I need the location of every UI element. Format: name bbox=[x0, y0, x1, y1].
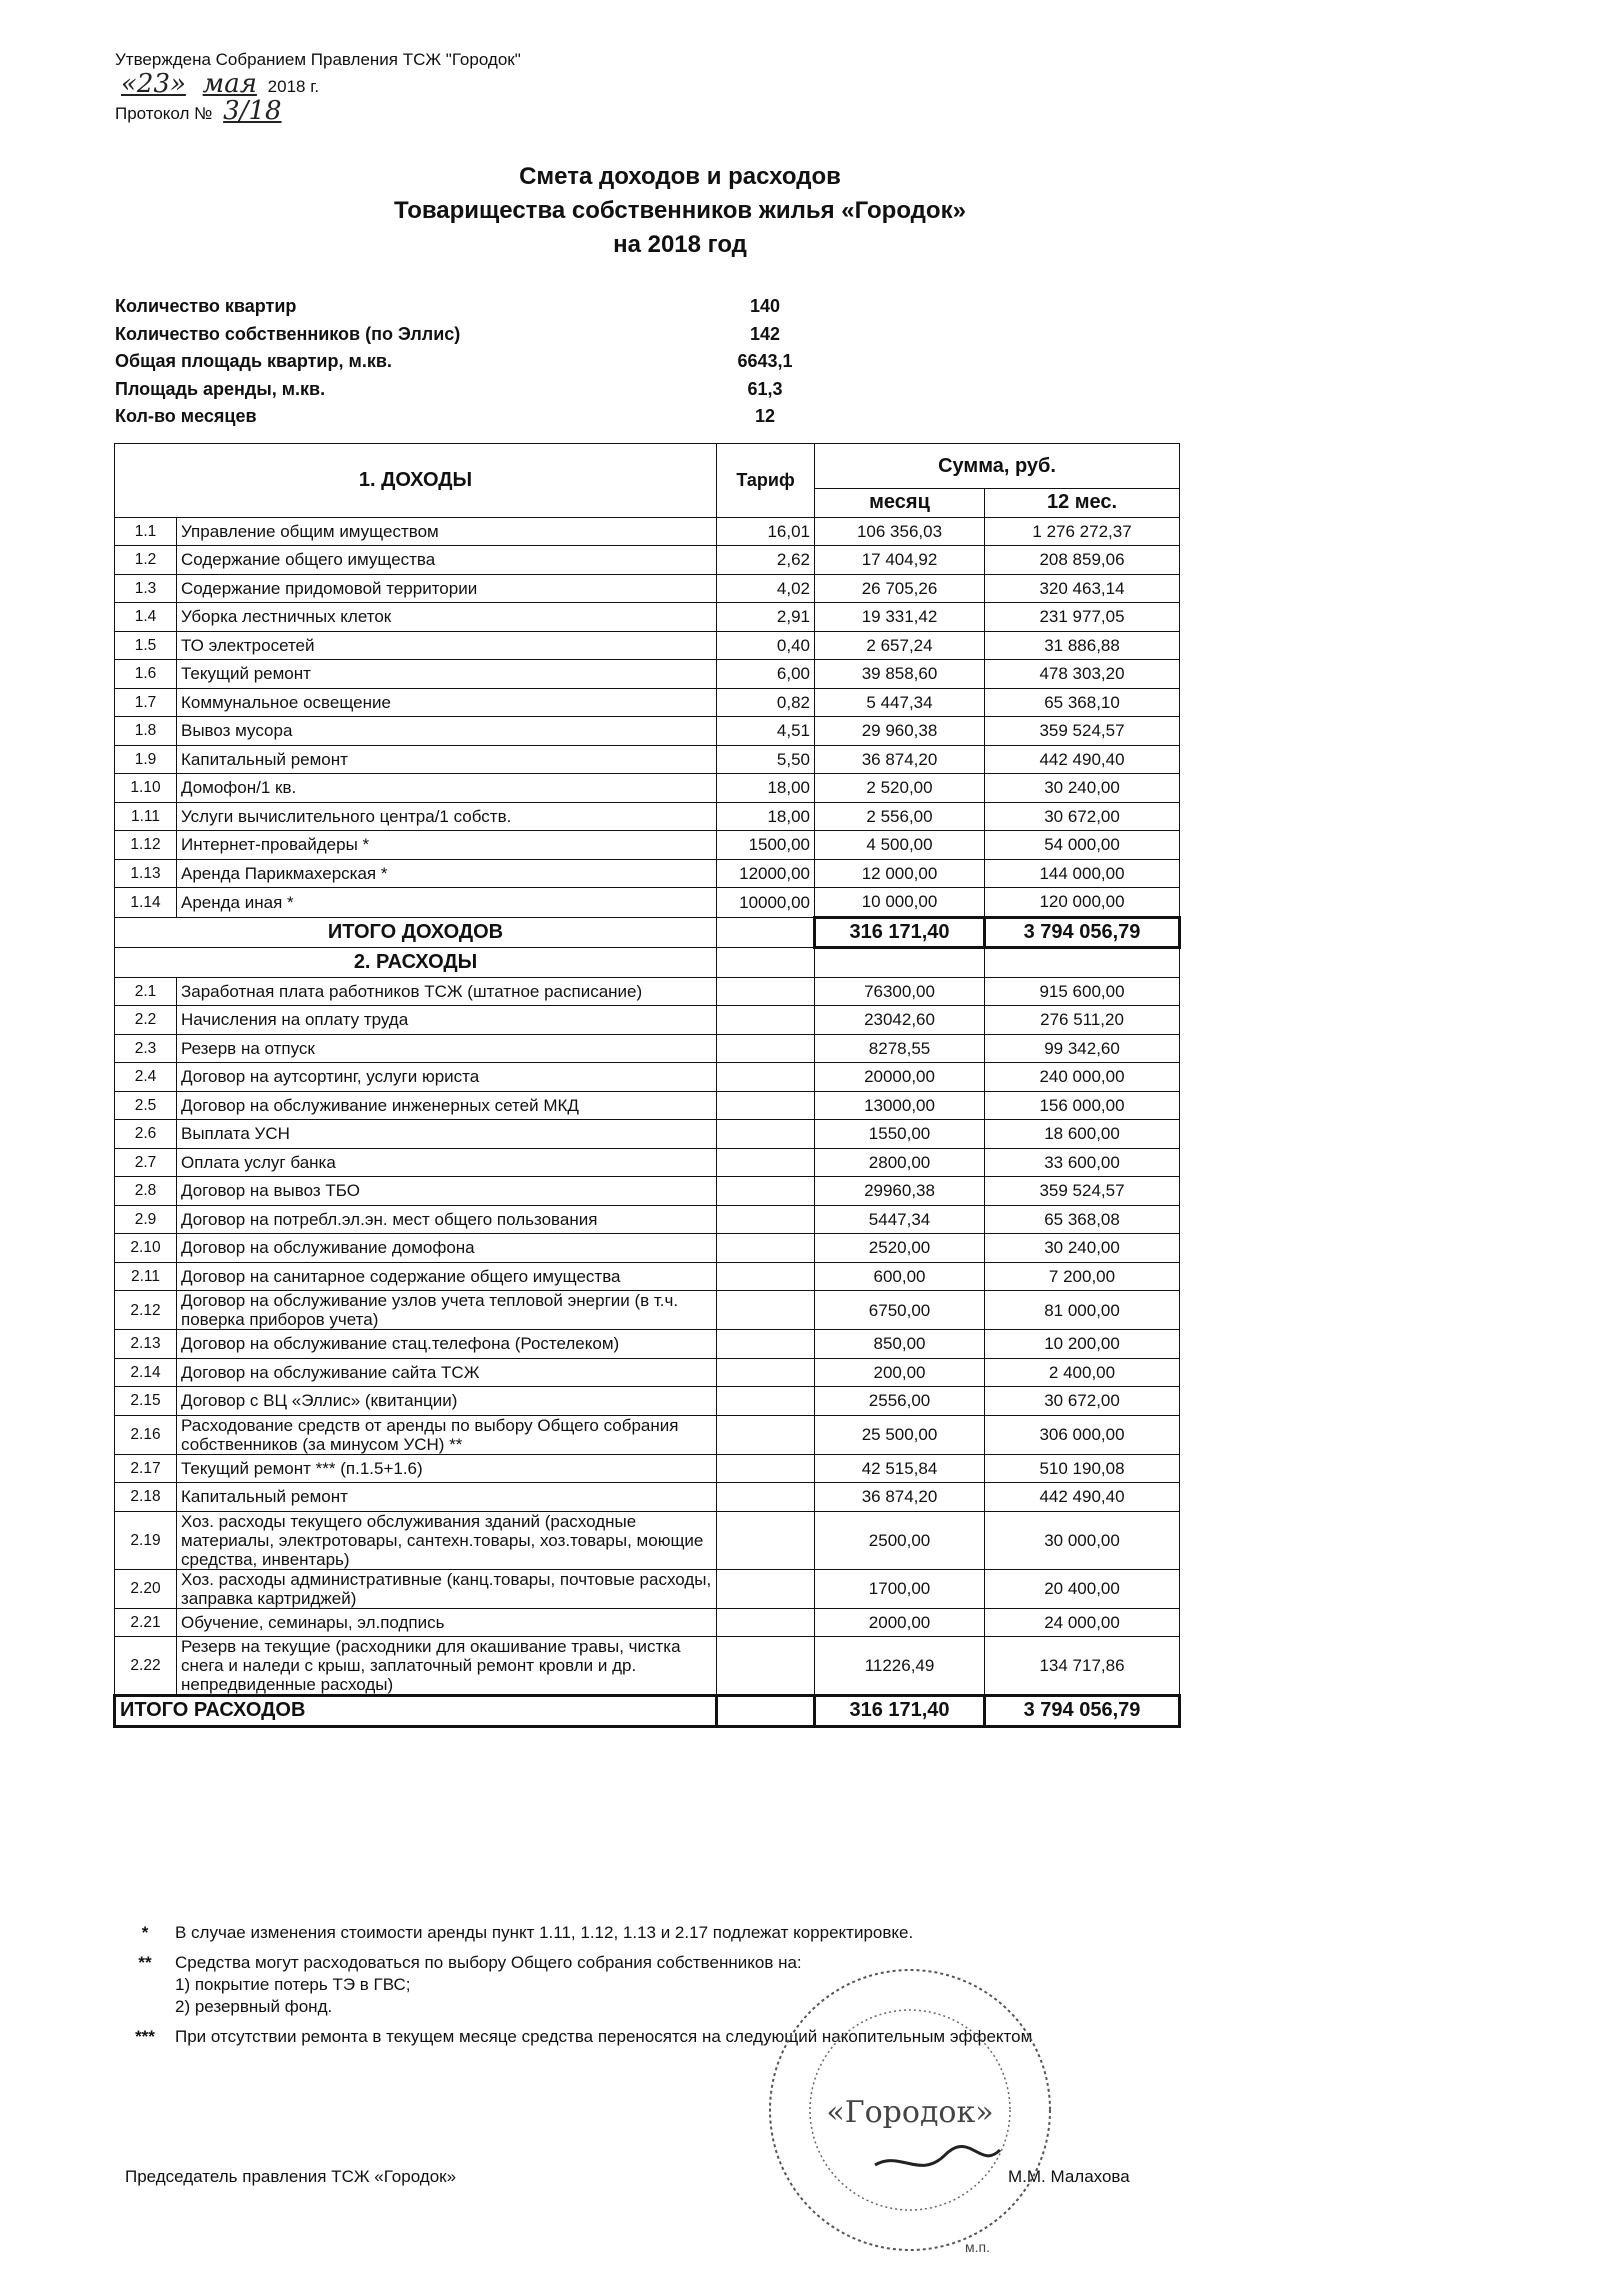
row-month: 1700,00 bbox=[815, 1569, 985, 1608]
row-year: 30 240,00 bbox=[985, 1234, 1180, 1263]
row-month: 2500,00 bbox=[815, 1511, 985, 1569]
row-month: 10 000,00 bbox=[815, 888, 985, 918]
income-row bbox=[115, 888, 1180, 918]
row-tariff: 2,62 bbox=[717, 546, 815, 575]
row-tariff bbox=[717, 1091, 815, 1120]
income-row bbox=[115, 574, 1180, 603]
row-number: 2.1 bbox=[115, 977, 177, 1006]
footnote bbox=[125, 1922, 1032, 1944]
row-number: 2.15 bbox=[115, 1387, 177, 1416]
row-name: Аренда Парикмахерская * bbox=[177, 859, 717, 888]
row-number: 2.11 bbox=[115, 1262, 177, 1291]
row-tariff: 4,02 bbox=[717, 574, 815, 603]
row-tariff bbox=[717, 1205, 815, 1234]
expense-row bbox=[115, 1120, 1180, 1149]
row-month: 25 500,00 bbox=[815, 1415, 985, 1454]
row-name: Содержание общего имущества bbox=[177, 546, 717, 575]
row-tariff bbox=[717, 1511, 815, 1569]
expense-header-row bbox=[115, 948, 1180, 978]
expense-row bbox=[115, 1262, 1180, 1291]
info-row bbox=[115, 324, 815, 352]
signature-name: М.М. Малахова bbox=[1008, 2167, 1130, 2186]
income-header: 1. ДОХОДЫ bbox=[115, 444, 717, 518]
row-month: 5 447,34 bbox=[815, 688, 985, 717]
row-year: 510 190,08 bbox=[985, 1454, 1180, 1483]
row-number: 2.12 bbox=[115, 1291, 177, 1330]
row-tariff bbox=[717, 1454, 815, 1483]
income-row bbox=[115, 517, 1180, 546]
stamp-seal bbox=[760, 1960, 1060, 2260]
row-number: 2.3 bbox=[115, 1034, 177, 1063]
row-month: 2520,00 bbox=[815, 1234, 985, 1263]
mp-label: м.п. bbox=[965, 2239, 990, 2255]
row-name: Договор на обслуживание узлов учета тепловой энергии (в т.ч. поверка приборов учета) bbox=[177, 1291, 717, 1330]
info-row bbox=[115, 406, 815, 434]
row-tariff: 0,82 bbox=[717, 688, 815, 717]
row-tariff bbox=[717, 1330, 815, 1359]
expense-row bbox=[115, 1234, 1180, 1263]
tariff-header: Тариф bbox=[717, 444, 815, 518]
row-tariff: 2,91 bbox=[717, 603, 815, 632]
info-value: 61,3 bbox=[747, 378, 783, 399]
footnote-mark: *** bbox=[135, 2027, 155, 2046]
row-number: 1.13 bbox=[115, 859, 177, 888]
stamp-text: «Городок» bbox=[826, 2095, 994, 2130]
row-name: Содержание придомовой территории bbox=[177, 574, 717, 603]
row-month: 13000,00 bbox=[815, 1091, 985, 1120]
row-name: Аренда иная * bbox=[177, 888, 717, 918]
expense-row bbox=[115, 1034, 1180, 1063]
row-name: Заработная плата работников ТСЖ (штатное расписание) bbox=[177, 977, 717, 1006]
row-year: 18 600,00 bbox=[985, 1120, 1180, 1149]
row-name: Обучение, семинары, эл.подпись bbox=[177, 1608, 717, 1637]
row-number: 2.8 bbox=[115, 1177, 177, 1206]
row-name: Коммунальное освещение bbox=[177, 688, 717, 717]
row-tariff: 18,00 bbox=[717, 774, 815, 803]
row-tariff bbox=[717, 1387, 815, 1416]
footnote-subitem: 1) покрытие потерь ТЭ в ГВС; bbox=[175, 1975, 411, 1994]
row-name: Домофон/1 кв. bbox=[177, 774, 717, 803]
row-year: 231 977,05 bbox=[985, 603, 1180, 632]
protocol-line bbox=[115, 96, 521, 126]
info-row bbox=[115, 379, 815, 407]
income-row bbox=[115, 603, 1180, 632]
income-row bbox=[115, 831, 1180, 860]
expense-row bbox=[115, 1148, 1180, 1177]
row-month: 39 858,60 bbox=[815, 660, 985, 689]
row-year: 144 000,00 bbox=[985, 859, 1180, 888]
row-year: 33 600,00 bbox=[985, 1148, 1180, 1177]
row-name: Расходование средств от аренды по выбору Общего собрания собственников (за минусом УСН) ** bbox=[177, 1415, 717, 1454]
income-row bbox=[115, 688, 1180, 717]
row-year: 30 672,00 bbox=[985, 802, 1180, 831]
row-year: 359 524,57 bbox=[985, 717, 1180, 746]
income-row bbox=[115, 660, 1180, 689]
row-name: Интернет-провайдеры * bbox=[177, 831, 717, 860]
expense-row bbox=[115, 1415, 1180, 1454]
row-year: 156 000,00 bbox=[985, 1091, 1180, 1120]
row-tariff bbox=[717, 1608, 815, 1637]
income-total-label: ИТОГО ДОХОДОВ bbox=[115, 917, 717, 948]
income-row bbox=[115, 631, 1180, 660]
row-year: 30 672,00 bbox=[985, 1387, 1180, 1416]
info-block bbox=[115, 296, 815, 434]
handwritten-day: «23» bbox=[121, 69, 186, 99]
expense-row bbox=[115, 1330, 1180, 1359]
row-tariff: 18,00 bbox=[717, 802, 815, 831]
row-tariff: 10000,00 bbox=[717, 888, 815, 918]
row-number: 1.6 bbox=[115, 660, 177, 689]
row-name: Уборка лестничных клеток bbox=[177, 603, 717, 632]
row-number: 1.9 bbox=[115, 745, 177, 774]
info-label: Общая площадь квартир, м.кв. bbox=[115, 351, 392, 372]
row-year: 65 368,10 bbox=[985, 688, 1180, 717]
income-row bbox=[115, 546, 1180, 575]
row-number: 2.9 bbox=[115, 1205, 177, 1234]
row-year: 1 276 272,37 bbox=[985, 517, 1180, 546]
row-tariff bbox=[717, 1120, 815, 1149]
approval-year: 2018 г. bbox=[267, 77, 320, 96]
expense-row bbox=[115, 977, 1180, 1006]
row-month: 29 960,38 bbox=[815, 717, 985, 746]
row-tariff bbox=[717, 1063, 815, 1092]
expense-row bbox=[115, 1637, 1180, 1696]
info-row bbox=[115, 296, 815, 324]
row-number: 1.5 bbox=[115, 631, 177, 660]
row-number: 1.14 bbox=[115, 888, 177, 918]
income-row bbox=[115, 774, 1180, 803]
month-header: месяц bbox=[815, 489, 985, 518]
row-year: 30 000,00 bbox=[985, 1511, 1180, 1569]
signature-role: Председатель правления ТСЖ «Городок» bbox=[125, 2167, 457, 2186]
row-tariff bbox=[717, 1148, 815, 1177]
row-tariff: 12000,00 bbox=[717, 859, 815, 888]
handwritten-month: мая bbox=[202, 69, 257, 99]
row-tariff bbox=[717, 1358, 815, 1387]
info-label: Количество квартир bbox=[115, 296, 297, 316]
row-number: 1.10 bbox=[115, 774, 177, 803]
row-month: 106 356,03 bbox=[815, 517, 985, 546]
row-name: Вывоз мусора bbox=[177, 717, 717, 746]
row-month: 36 874,20 bbox=[815, 745, 985, 774]
title-line-3: на 2018 год bbox=[613, 231, 747, 258]
row-year: 120 000,00 bbox=[985, 888, 1180, 918]
info-label: Площадь аренды, м.кв. bbox=[115, 378, 326, 399]
row-name: Договор на обслуживание стац.телефона (Ростелеком) bbox=[177, 1330, 717, 1359]
footnote-subitem: 2) резервный фонд. bbox=[175, 1997, 333, 2016]
row-year: 54 000,00 bbox=[985, 831, 1180, 860]
row-year: 276 511,20 bbox=[985, 1006, 1180, 1035]
row-year: 2 400,00 bbox=[985, 1358, 1180, 1387]
expense-total-month: 316 171,40 bbox=[815, 1696, 985, 1727]
row-number: 1.8 bbox=[115, 717, 177, 746]
row-year: 320 463,14 bbox=[985, 574, 1180, 603]
row-number: 1.3 bbox=[115, 574, 177, 603]
row-month: 19 331,42 bbox=[815, 603, 985, 632]
row-name: Текущий ремонт *** (п.1.5+1.6) bbox=[177, 1454, 717, 1483]
row-year: 31 886,88 bbox=[985, 631, 1180, 660]
row-tariff bbox=[717, 1234, 815, 1263]
row-number: 2.14 bbox=[115, 1358, 177, 1387]
row-month: 5447,34 bbox=[815, 1205, 985, 1234]
row-year: 306 000,00 bbox=[985, 1415, 1180, 1454]
row-number: 2.22 bbox=[115, 1637, 177, 1696]
row-year: 30 240,00 bbox=[985, 774, 1180, 803]
row-name: Управление общим имуществом bbox=[177, 517, 717, 546]
row-tariff bbox=[717, 1262, 815, 1291]
footnote-mark: * bbox=[141, 1923, 149, 1942]
row-month: 20000,00 bbox=[815, 1063, 985, 1092]
row-number: 1.2 bbox=[115, 546, 177, 575]
row-number: 1.12 bbox=[115, 831, 177, 860]
row-tariff bbox=[717, 1177, 815, 1206]
row-year: 442 490,40 bbox=[985, 745, 1180, 774]
title-line-2: Товарищества собственников жилья «Городок» bbox=[394, 197, 966, 224]
expense-row bbox=[115, 1608, 1180, 1637]
row-month: 76300,00 bbox=[815, 977, 985, 1006]
row-number: 1.11 bbox=[115, 802, 177, 831]
footnote-text: Средства могут расходоваться по выбору Общего собрания собственников на: bbox=[175, 1953, 802, 1972]
expense-header-month bbox=[815, 948, 985, 978]
row-tariff bbox=[717, 1034, 815, 1063]
row-year: 65 368,08 bbox=[985, 1205, 1180, 1234]
expense-row bbox=[115, 1063, 1180, 1092]
row-number: 2.19 bbox=[115, 1511, 177, 1569]
row-name: Хоз. расходы текущего обслуживания зданий (расходные материалы, электротовары, сантехн.товары, хоз.товары, моющие средства, инвентарь) bbox=[177, 1511, 717, 1569]
row-tariff bbox=[717, 1483, 815, 1512]
row-year: 20 400,00 bbox=[985, 1569, 1180, 1608]
row-tariff bbox=[717, 1637, 815, 1696]
row-tariff: 0,40 bbox=[717, 631, 815, 660]
row-name: Хоз. расходы административные (канц.товары, почтовые расходы, заправка картриджей) bbox=[177, 1569, 717, 1608]
row-number: 2.18 bbox=[115, 1483, 177, 1512]
handwritten-protocol-number: 3/18 bbox=[223, 96, 282, 126]
expense-total-label: ИТОГО РАСХОДОВ bbox=[115, 1696, 717, 1727]
row-name: Начисления на оплату труда bbox=[177, 1006, 717, 1035]
row-year: 134 717,86 bbox=[985, 1637, 1180, 1696]
row-month: 2 520,00 bbox=[815, 774, 985, 803]
row-name: Капитальный ремонт bbox=[177, 745, 717, 774]
row-name: Договор на обслуживание домофона bbox=[177, 1234, 717, 1263]
row-year: 208 859,06 bbox=[985, 546, 1180, 575]
row-month: 200,00 bbox=[815, 1358, 985, 1387]
row-name: Резерв на отпуск bbox=[177, 1034, 717, 1063]
row-number: 2.4 bbox=[115, 1063, 177, 1092]
row-number: 2.7 bbox=[115, 1148, 177, 1177]
info-row bbox=[115, 351, 815, 379]
income-total-year: 3 794 056,79 bbox=[985, 917, 1180, 948]
approval-date bbox=[115, 69, 521, 99]
expense-row bbox=[115, 1454, 1180, 1483]
expense-row bbox=[115, 1387, 1180, 1416]
expense-row bbox=[115, 1006, 1180, 1035]
row-name: Капитальный ремонт bbox=[177, 1483, 717, 1512]
row-number: 2.10 bbox=[115, 1234, 177, 1263]
row-month: 2800,00 bbox=[815, 1148, 985, 1177]
row-month: 2 657,24 bbox=[815, 631, 985, 660]
row-year: 359 524,57 bbox=[985, 1177, 1180, 1206]
row-month: 42 515,84 bbox=[815, 1454, 985, 1483]
row-month: 12 000,00 bbox=[815, 859, 985, 888]
expense-header: 2. РАСХОДЫ bbox=[115, 948, 717, 978]
row-number: 2.6 bbox=[115, 1120, 177, 1149]
row-year: 240 000,00 bbox=[985, 1063, 1180, 1092]
row-name: Оплата услуг банка bbox=[177, 1148, 717, 1177]
row-year: 10 200,00 bbox=[985, 1330, 1180, 1359]
row-tariff: 4,51 bbox=[717, 717, 815, 746]
row-tariff: 5,50 bbox=[717, 745, 815, 774]
expense-row bbox=[115, 1569, 1180, 1608]
year-header: 12 мес. bbox=[985, 489, 1180, 518]
info-value: 12 bbox=[754, 406, 776, 427]
expense-row bbox=[115, 1483, 1180, 1512]
row-name: Текущий ремонт bbox=[177, 660, 717, 689]
row-tariff: 16,01 bbox=[717, 517, 815, 546]
row-month: 29960,38 bbox=[815, 1177, 985, 1206]
row-tariff bbox=[717, 977, 815, 1006]
handwritten-signature bbox=[875, 2146, 1000, 2165]
row-name: Резерв на текущие (расходники для окашивание травы, чистка снега и наледи с крыш, заплаточный ремонт кровли и др. непредвиденные расходы) bbox=[177, 1637, 717, 1696]
row-name: Договор на аутсортинг, услуги юриста bbox=[177, 1063, 717, 1092]
expense-row bbox=[115, 1511, 1180, 1569]
protocol-label: Протокол № bbox=[115, 104, 213, 123]
row-name: ТО электросетей bbox=[177, 631, 717, 660]
row-name: Договор с ВЦ «Эллис» (квитанции) bbox=[177, 1387, 717, 1416]
footnote-mark: ** bbox=[138, 1953, 152, 1972]
row-name: Договор на вывоз ТБО bbox=[177, 1177, 717, 1206]
sum-header: Сумма, руб. bbox=[815, 444, 1180, 489]
row-number: 2.2 bbox=[115, 1006, 177, 1035]
row-number: 2.5 bbox=[115, 1091, 177, 1120]
row-number: 2.21 bbox=[115, 1608, 177, 1637]
expense-total-year: 3 794 056,79 bbox=[985, 1696, 1180, 1727]
approval-line: Утверждена Собранием Правления ТСЖ "Городок" bbox=[115, 50, 521, 69]
row-number: 1.4 bbox=[115, 603, 177, 632]
row-name: Договор на обслуживание сайта ТСЖ bbox=[177, 1358, 717, 1387]
info-label: Кол-во месяцев bbox=[115, 406, 257, 427]
row-month: 2000,00 bbox=[815, 1608, 985, 1637]
row-month: 26 705,26 bbox=[815, 574, 985, 603]
info-label: Количество собственников (по Эллис) bbox=[115, 323, 461, 344]
row-number: 2.20 bbox=[115, 1569, 177, 1608]
row-month: 600,00 bbox=[815, 1262, 985, 1291]
row-year: 478 303,20 bbox=[985, 660, 1180, 689]
expense-total-tariff bbox=[717, 1696, 815, 1727]
row-year: 442 490,40 bbox=[985, 1483, 1180, 1512]
expense-header-tariff bbox=[717, 948, 815, 978]
expense-total-row bbox=[115, 1696, 1180, 1727]
row-number: 2.16 bbox=[115, 1415, 177, 1454]
row-name: Договор на потребл.эл.эн. мест общего пользования bbox=[177, 1205, 717, 1234]
document-title bbox=[0, 160, 1360, 262]
row-tariff bbox=[717, 1006, 815, 1035]
income-row bbox=[115, 745, 1180, 774]
income-row bbox=[115, 859, 1180, 888]
row-year: 7 200,00 bbox=[985, 1262, 1180, 1291]
row-number: 1.7 bbox=[115, 688, 177, 717]
row-year: 81 000,00 bbox=[985, 1291, 1180, 1330]
row-tariff bbox=[717, 1291, 815, 1330]
row-month: 36 874,20 bbox=[815, 1483, 985, 1512]
info-value: 142 bbox=[749, 323, 781, 344]
row-month: 1550,00 bbox=[815, 1120, 985, 1149]
row-month: 2556,00 bbox=[815, 1387, 985, 1416]
row-tariff bbox=[717, 1415, 815, 1454]
row-name: Договор на санитарное содержание общего имущества bbox=[177, 1262, 717, 1291]
expense-row bbox=[115, 1091, 1180, 1120]
footnote-text: При отсутствии ремонта в текущем месяце средства переносятся на следующий накопительным эффектом bbox=[175, 2027, 1033, 2046]
row-number: 2.13 bbox=[115, 1330, 177, 1359]
row-tariff bbox=[717, 1569, 815, 1608]
expense-header-year bbox=[985, 948, 1180, 978]
budget-table bbox=[113, 443, 1181, 1728]
income-row bbox=[115, 802, 1180, 831]
expense-row bbox=[115, 1358, 1180, 1387]
income-total-tariff bbox=[717, 917, 815, 948]
row-month: 6750,00 bbox=[815, 1291, 985, 1330]
row-year: 24 000,00 bbox=[985, 1608, 1180, 1637]
row-name: Договор на обслуживание инженерных сетей МКД bbox=[177, 1091, 717, 1120]
row-name: Выплата УСН bbox=[177, 1120, 717, 1149]
row-month: 850,00 bbox=[815, 1330, 985, 1359]
row-name: Услуги вычислительного центра/1 собств. bbox=[177, 802, 717, 831]
info-value: 6643,1 bbox=[737, 351, 793, 372]
row-month: 2 556,00 bbox=[815, 802, 985, 831]
footnote-text: В случае изменения стоимости аренды пункт 1.11, 1.12, 1.13 и 2.17 подлежат корректировке. bbox=[175, 1923, 914, 1942]
approval-block bbox=[115, 48, 521, 126]
title-line-1: Смета доходов и расходов bbox=[519, 163, 841, 190]
income-row bbox=[115, 717, 1180, 746]
row-month: 8278,55 bbox=[815, 1034, 985, 1063]
expense-row bbox=[115, 1205, 1180, 1234]
income-total-row bbox=[115, 917, 1180, 948]
income-total-month: 316 171,40 bbox=[815, 917, 985, 948]
row-year: 99 342,60 bbox=[985, 1034, 1180, 1063]
row-tariff: 1500,00 bbox=[717, 831, 815, 860]
row-year: 915 600,00 bbox=[985, 977, 1180, 1006]
row-month: 4 500,00 bbox=[815, 831, 985, 860]
row-number: 1.1 bbox=[115, 517, 177, 546]
row-number: 2.17 bbox=[115, 1454, 177, 1483]
row-month: 17 404,92 bbox=[815, 546, 985, 575]
row-month: 23042,60 bbox=[815, 1006, 985, 1035]
row-tariff: 6,00 bbox=[717, 660, 815, 689]
expense-row bbox=[115, 1291, 1180, 1330]
row-month: 11226,49 bbox=[815, 1637, 985, 1696]
expense-row bbox=[115, 1177, 1180, 1206]
info-value: 140 bbox=[749, 296, 781, 316]
